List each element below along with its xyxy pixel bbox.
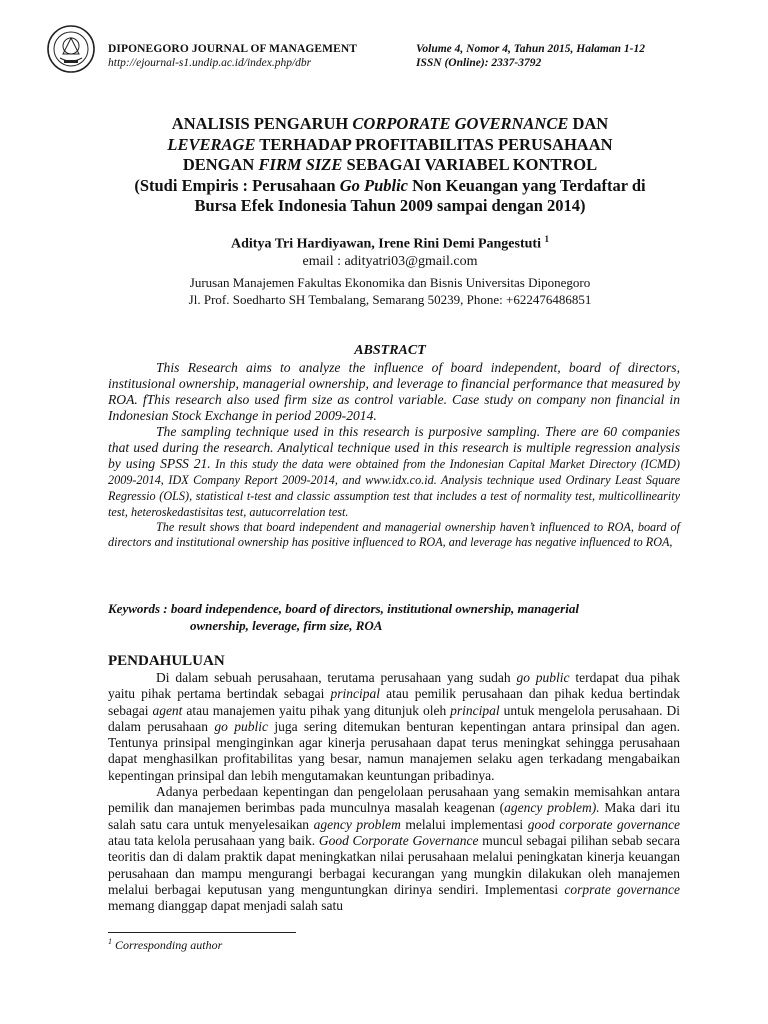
university-seal-icon (46, 24, 96, 74)
journal-name: DIPONEGORO JOURNAL OF MANAGEMENT (108, 43, 358, 55)
intro-paragraph-2: Adanya perbedaan kepentingan dan pengelolaan perusahaan yang semakin memisahkan antara pemilik dan manajemen berimbas pada munculnya masalah keagenan (agency problem). Maka dari itu salah satu cara untuk menyelesaikan agency problem melalui implementasi good corporate governance atau tata kelola perusahaan yang baik. Good Corporate Governance muncul sebagai pilihan sebab secara teoritis dan di dalam praktik dapat meningkatkan nilai perusahaan melalui peningkatan kinerja keuangan perusahaan dan mampu mengurangi berbagai kecurangan yang mungkin dilakukan oleh manajemen melalui berbagai keputusan yang menguntungkan dirinya sendiri. Implementasi corprate governance memang dianggap dapat menjadi salah satu (108, 784, 681, 914)
footnote-rule (108, 932, 296, 933)
journal-url: http://ejournal-s1.undip.ac.id/index.php/dbr (108, 57, 312, 69)
author-email: email : adityatri03@gmail.com (302, 253, 478, 269)
intro-paragraph-1: Di dalam sebuah perusahaan, terutama perusahaan yang sudah go public terdapat dua pihak yaitu pihak pertama bertindak sebagai principal atau pemilik perusahaan dan pihak kedua bertindak sebagai agent atau manajemen yaitu pihak yang ditunjuk oleh principal untuk mengelola perusahaan. Di dalam perusahaan go public juga sering ditemukan benturan kepentingan antara prinsipal dan agen. Tentunya prinsipal menginginkan agar kinerja perusahaan dapat terus meningkat sehingga perusahaan dapat menghasilkan profitabilitas yang besar, namun manajemen selaku agen terkadang mengabaikan kepentingan prinsipal dan lebih mengutamakan keuntungan pribadinya. (108, 670, 681, 783)
author-footnote-mark: 1 (544, 234, 549, 244)
keywords-line-2: ownership, leverage, firm size, ROA (190, 618, 383, 633)
keywords-line-1: Keywords : board independence, board of directors, institutional ownership, managerial (108, 601, 579, 616)
footnote: $^1$ Corresponding author (108, 937, 223, 952)
author-block (100, 231, 680, 270)
abstract-paragraph-2: The sampling technique used in this research is purposive sampling. There are 60 companies that used during the research. Analytical technique used in this research is multiple regression analysis by using SPSS 21. In this study the data were obtained from the Indonesian Capital Market Directory (ICMD) 2009-2014, IDX Company Report 2009-2014, and www.idx.co.id. Analysis technique used Ordinary Least Square Regressio (OLS), statistical t-test and classic assumption test that includes a test of normality test, multicollinearity test, heteroskedastisitas test, autucorrelation test. (108, 424, 680, 519)
affiliation (100, 274, 680, 308)
affiliation-line-1: Jurusan Manajemen Fakultas Ekonomika dan Bisnis Universitas Diponegoro (189, 275, 591, 290)
footnote-mark: 1 (108, 937, 112, 946)
title-line-3: DENGAN FIRM SIZE SEBAGAI VARIABEL KONTROL (182, 155, 598, 174)
intro-body (108, 670, 680, 914)
abstract-body (108, 360, 680, 550)
section-heading-pendahuluan: PENDAHULUAN (108, 653, 225, 669)
paper-title (80, 114, 700, 217)
abstract-paragraph-1: This Research aims to analyze the influence of board independent, board of directors, institusional ownership, managerial ownership, and leverage to financial performance that measured by ROA. fThis research also used firm size as control variable. Case study on company non financial in Indonesian Stock Exchange in period 2009-2014. (108, 360, 680, 423)
affiliation-line-2: Jl. Prof. Soedharto SH Tembalang, Semarang 50239, Phone: +622476486851 (188, 292, 592, 307)
abstract-paragraph-3: The result shows that board independent and managerial ownership haven’t influenced to ROA, board of directors and institutional ownership has positive influenced to ROA, and leverage has negative influenced to ROA, (108, 520, 680, 549)
title-line-2: LEVERAGE TERHADAP PROFITABILITAS PERUSAHAAN (167, 134, 613, 154)
journal-issn: ISSN (Online): 2337-3792 (416, 57, 542, 69)
journal-header-left (108, 42, 357, 70)
title-line-1: ANALISIS PENGARUH CORPORATE GOVERNANCE DAN (171, 114, 609, 133)
abstract-heading: ABSTRACT (354, 343, 426, 358)
journal-volume: Volume 4, Nomor 4, Tahun 2015, Halaman 1-12 (416, 43, 645, 55)
author-names: Aditya Tri Hardiyawan, Irene Rini Demi Pangestuti $^1$ (231, 234, 549, 252)
title-line-5: Bursa Efek Indonesia Tahun 2009 sampai dengan 2014) (194, 196, 586, 215)
keywords (108, 600, 680, 634)
journal-header-right (416, 42, 645, 70)
title-line-4: (Studi Empiris : Perusahaan Go Public Non Keuangan yang Terdaftar di (134, 175, 646, 195)
